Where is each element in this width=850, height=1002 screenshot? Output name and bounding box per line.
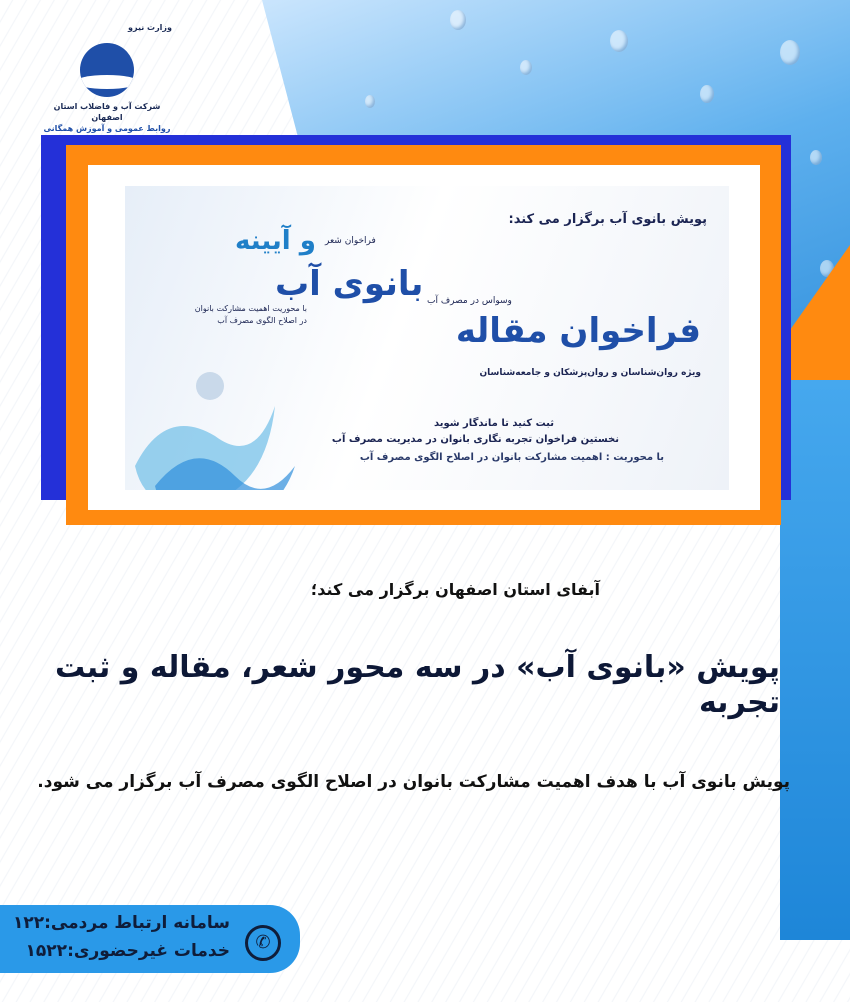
- logo: [42, 22, 172, 134]
- article-audience: ویژه روان‌شناسان و روان‌پزشکان و جامعه‌شناسان: [479, 368, 701, 378]
- water-drop: [520, 60, 532, 75]
- water-drop: [365, 95, 375, 108]
- article-subtitle: وسواس در مصرف آب: [427, 296, 512, 306]
- poetry-title-secondary: و آیینه: [235, 226, 316, 256]
- poetry-title: بانوی آب: [275, 264, 424, 304]
- article-subtitle: آبفای استان اصفهان برگزار می کند؛: [310, 580, 600, 599]
- contact-line-2: خدمات غیرحضوری:۱۵۲۲: [25, 941, 230, 961]
- experience-focus: با محوریت : اهمیت مشارکت بانوان در اصلاح الگوی مصرف آب: [359, 452, 664, 463]
- water-drop: [810, 150, 822, 165]
- water-drop: [450, 10, 466, 30]
- water-drop: [610, 30, 628, 52]
- ministry-label: وزارت نیرو: [128, 23, 172, 32]
- article-title: پویش «بانوی آب» در سه محور شعر، مقاله و ثبت تجربه: [55, 650, 780, 720]
- campaign-poster: [125, 186, 729, 490]
- company-name: شرکت آب و فاضلاب استان اصفهان: [53, 102, 161, 122]
- water-drop: [700, 85, 714, 103]
- water-drop: [780, 40, 800, 65]
- article-body: پویش بانوی آب با هدف اهمیت مشارکت بانوان در اصلاح الگوی مصرف آب برگزار می شود.: [37, 772, 790, 792]
- poetry-call-label: فراخوان شعر: [325, 236, 376, 246]
- experience-call: نخستین فراخوان تجربه نگاری بانوان در مدیریت مصرف آب: [331, 434, 619, 445]
- wave-illustration: [125, 346, 325, 490]
- register-slogan: ثبت کنید تا ماندگار شوید: [433, 418, 554, 429]
- poetry-focus-1: با محوریت اهمیت مشارکت بانوان: [194, 304, 307, 313]
- poetry-focus-2: در اصلاح الگوی مصرف آب: [217, 316, 307, 325]
- poster-organizer: پویش بانوی آب برگزار می کند:: [508, 212, 707, 227]
- contact-line-1: سامانه ارتباط مردمی:۱۲۲: [12, 913, 230, 933]
- water-company-emblem: [80, 43, 134, 97]
- article-call-title: فراخوان مقاله: [455, 311, 701, 351]
- phone-icon: ✆: [245, 925, 281, 961]
- department-name: روابط عمومی و آموزش همگانی: [43, 124, 171, 133]
